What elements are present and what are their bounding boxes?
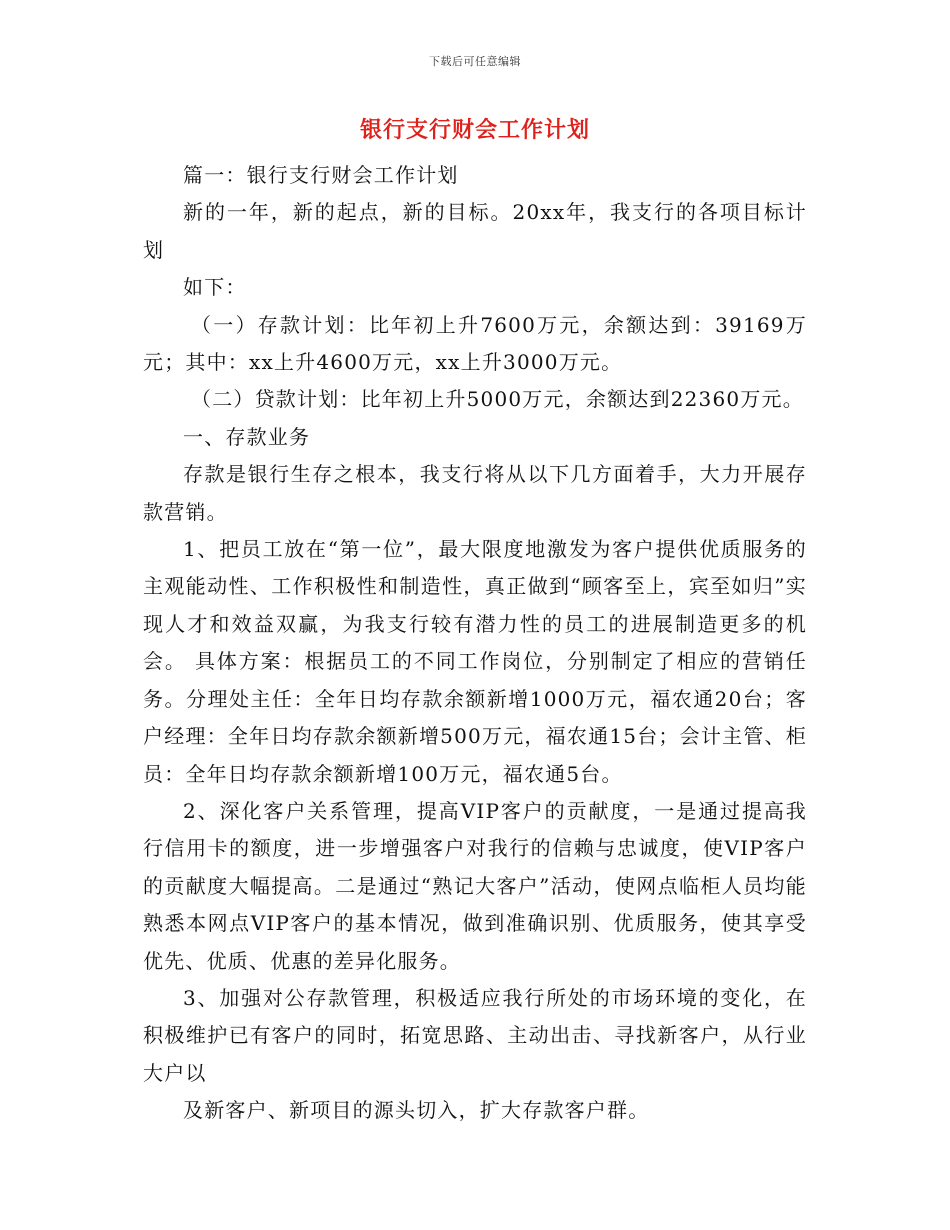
paragraph-deposit-foundation: 存款是银行生存之根本，我支行将从以下几方面着手，大力开展存款营销。 [143, 462, 807, 524]
document-body [143, 157, 807, 1130]
paragraph-subtitle: 篇一：银行支行财会工作计划 [183, 163, 459, 187]
paragraph-intro: 新的一年，新的起点，新的目标。20xx年，我支行的各项目标计划 [143, 200, 807, 262]
paragraph-as-follows: 如下： [183, 275, 247, 300]
paragraph-loan-plan: （二）贷款计划：比年初上升5000万元，余额达到22360万元。 [191, 387, 804, 412]
paragraph-item-2: 2、深化客户关系管理，提高VIP客户的贡献度，一是通过提高我行信用卡的额度，进一步增强客户对我行的信赖与忠诚度，使VIP客户的贡献度大幅提高。二是通过“熟记大客户”活动，使网点临柜人员均能熟悉本网点VIP客户的基本情况，做到准确识别、优质服务，使其享受优先、优质、优惠的差异化服务。 [143, 798, 807, 973]
paragraph-item-1: 1、把员工放在“第一位”，最大限度地激发为客户提供优质服务的主观能动性、工作积极性和制造性，真正做到“顾客至上，宾至如归”实现人才和效益双赢，为我支行较有潜力性的员工的进展制造更多的机会。 具体方案：根据员工的不同工作岗位，分别制定了相应的营销任务。分理处主任：全年日均存款余额新增1000万元，福农通20台；客户经理：全年日均存款余额新增500万元，福农通15台；会计主管、柜员：全年日均存款余额新增100万元，福农通5台。 [143, 537, 807, 786]
paragraph-deposit-plan: （一）存款计划：比年初上升7600万元，余额达到：39169万元；其中：xx上升4600万元，xx上升3000万元。 [143, 312, 807, 375]
section-heading-deposit-business: 一、存款业务 [183, 424, 311, 449]
paragraph-item-3: 3、加强对公存款管理，积极适应我行所处的市场环境的变化，在积极维护已有客户的同时，拓宽思路、主动出击、寻找新客户，从行业大户以 [143, 985, 807, 1085]
page-title: 银行支行财会工作计划 [359, 117, 590, 143]
paragraph-item-3-continued: 及新客户、新项目的源头切入，扩大存款客户群。 [183, 1098, 650, 1123]
download-note: 下载后可任意编辑 [429, 55, 521, 68]
